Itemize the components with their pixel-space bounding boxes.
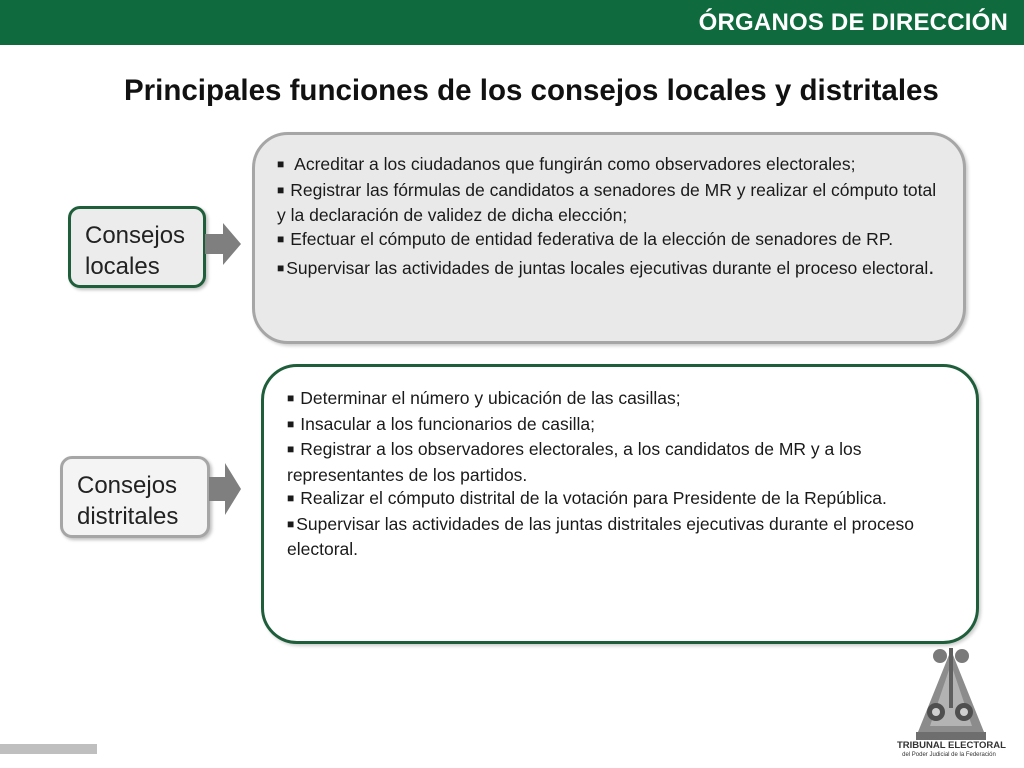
function-text: Determinar el número y ubicación de las casillas; [300,388,681,408]
right-arrow-icon [205,223,243,265]
logo-subtitle: del Poder Judicial de la Federación [902,752,996,758]
final-period: . [928,254,935,279]
list-item [287,487,954,513]
function-text: Supervisar las actividades de juntas locales ejecutivas durante el proceso electoral [286,258,929,278]
council-label-line1: Consejos [85,222,186,249]
list-item [287,438,954,487]
functions-box-distritales [261,364,979,644]
council-label-line2: distritales [77,503,179,530]
footer-accent-bar [0,744,97,754]
list-item [277,179,945,228]
bullet-icon: ■ [277,157,285,171]
function-text: Realizar el cómputo distrital de la votación para Presidente de la República. [300,488,887,508]
bullet-icon: ■ [287,516,295,531]
list-item [277,153,945,179]
function-text: Registrar las fórmulas de candidatos a senadores de MR y realizar el cómputo total y la declaración de validez de dicha elección; [277,179,937,225]
bullet-icon: ■ [277,231,285,246]
bullet-icon: ■ [287,442,295,456]
list-item [277,253,945,284]
bullet-icon: ■ [277,261,285,275]
bullet-icon: ■ [287,416,295,431]
bullet-icon: ■ [287,391,295,405]
function-text: Acreditar a los ciudadanos que fungirán como observadores electorales; [294,154,856,174]
page-title: Principales funciones de los consejos locales y distritales [124,74,939,107]
bullet-icon: ■ [277,182,285,197]
section-title: ÓRGANOS DE DIRECCIÓN [698,9,1008,36]
function-text: Registrar a los observadores electorales, a los candidatos de MR y a los representantes de los partidos. [287,439,862,485]
list-item [277,228,945,254]
list-item [287,413,954,439]
functions-box-locales [252,132,966,344]
list-item [287,387,954,413]
function-text: Efectuar el cómputo de entidad federativa de la elección de senadores de RP. [290,228,894,249]
list-item [287,513,954,562]
council-label-distritales [60,456,210,538]
council-label-line1: Consejos [77,472,178,499]
function-text: Insacular a los funcionarios de casilla; [300,413,595,434]
function-text: Supervisar las actividades de las juntas distritales ejecutivas durante el proceso electoral. [287,513,914,559]
logo-title: TRIBUNAL ELECTORAL [897,740,1006,751]
council-label-locales [68,206,206,288]
council-label-line2: locales [85,253,160,280]
right-arrow-icon [209,463,243,515]
bullet-icon: ■ [287,491,295,505]
header-bar [0,0,1024,45]
